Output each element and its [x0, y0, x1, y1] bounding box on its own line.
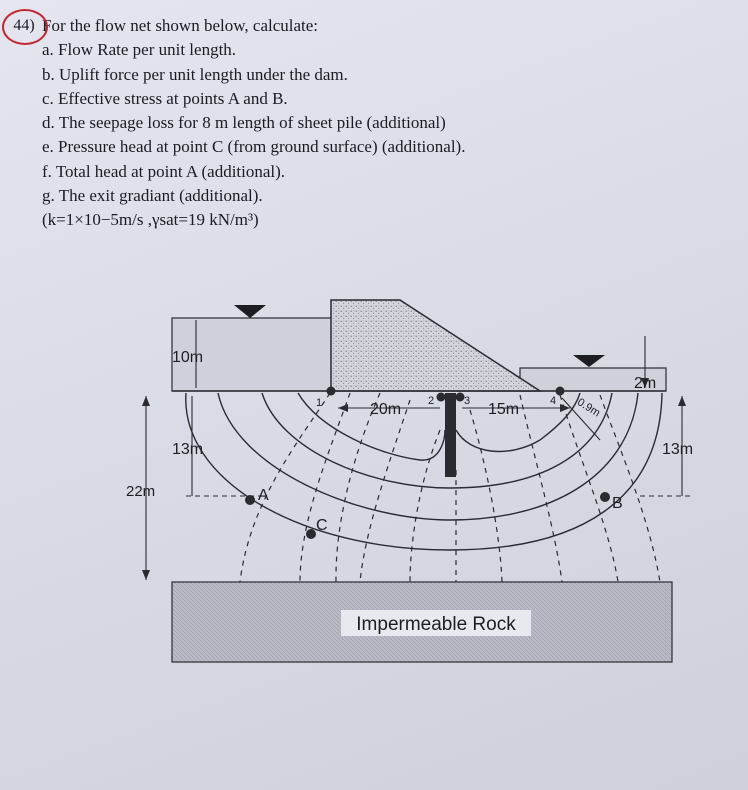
question-title: For the flow net shown below, calculate:: [42, 16, 319, 35]
question-item-f: f. Total head at point A (additional).: [42, 161, 286, 181]
label-node-3: 3: [464, 395, 471, 407]
label-point-spacing: 0.9m: [575, 396, 603, 420]
question-item-a: a. Flow Rate per unit length.: [42, 40, 237, 60]
question-item-d: d. The seepage loss for 8 m length of sheet pile (additional): [42, 113, 446, 133]
label-depth-left: 13m: [172, 441, 204, 458]
node-4-dot: [556, 387, 565, 396]
label-point-a: A: [258, 487, 269, 504]
point-c-dot: [306, 529, 316, 539]
label-node-4: 4: [550, 395, 557, 407]
label-upstream-depth: 10m: [172, 349, 204, 366]
node-2-dot: [437, 393, 446, 402]
upstream-water-level-icon: [234, 305, 266, 318]
flow-lines: [186, 393, 662, 550]
label-downstream-depth: 2m: [634, 375, 657, 392]
label-dam-base-left: 20m: [370, 401, 402, 418]
question-item-e: e. Pressure head at point C (from ground surface) (additional).: [42, 137, 466, 157]
question-item-c: c. Effective stress at points A and B.: [42, 88, 288, 108]
label-point-b: B: [612, 495, 623, 512]
label-point-c: C: [316, 517, 328, 534]
downstream-water-level-icon: [573, 355, 605, 367]
label-node-1: 1: [316, 397, 323, 409]
question-item-g: g. The exit gradiant (additional).: [42, 186, 263, 206]
label-depth-right: 13m: [662, 441, 694, 458]
rock-label: Impermeable Rock: [356, 614, 516, 635]
question-given-values: (k=1×10−5m/s ,γsat=19 kN/m³): [42, 210, 259, 230]
question-item-b: b. Uplift force per unit length under the dam.: [42, 64, 348, 84]
label-node-2: 2: [428, 395, 435, 407]
sheet-pile: [445, 393, 456, 477]
label-dam-base-right: 15m: [488, 401, 520, 418]
point-a-dot: [245, 495, 255, 505]
node-1-dot: [327, 387, 336, 396]
point-b-dot: [600, 492, 610, 502]
concrete-dam: [331, 300, 540, 391]
label-layer-thickness: 22m: [126, 483, 156, 500]
question-number-text: 44): [13, 17, 35, 34]
flow-net-nodes: [245, 387, 610, 540]
